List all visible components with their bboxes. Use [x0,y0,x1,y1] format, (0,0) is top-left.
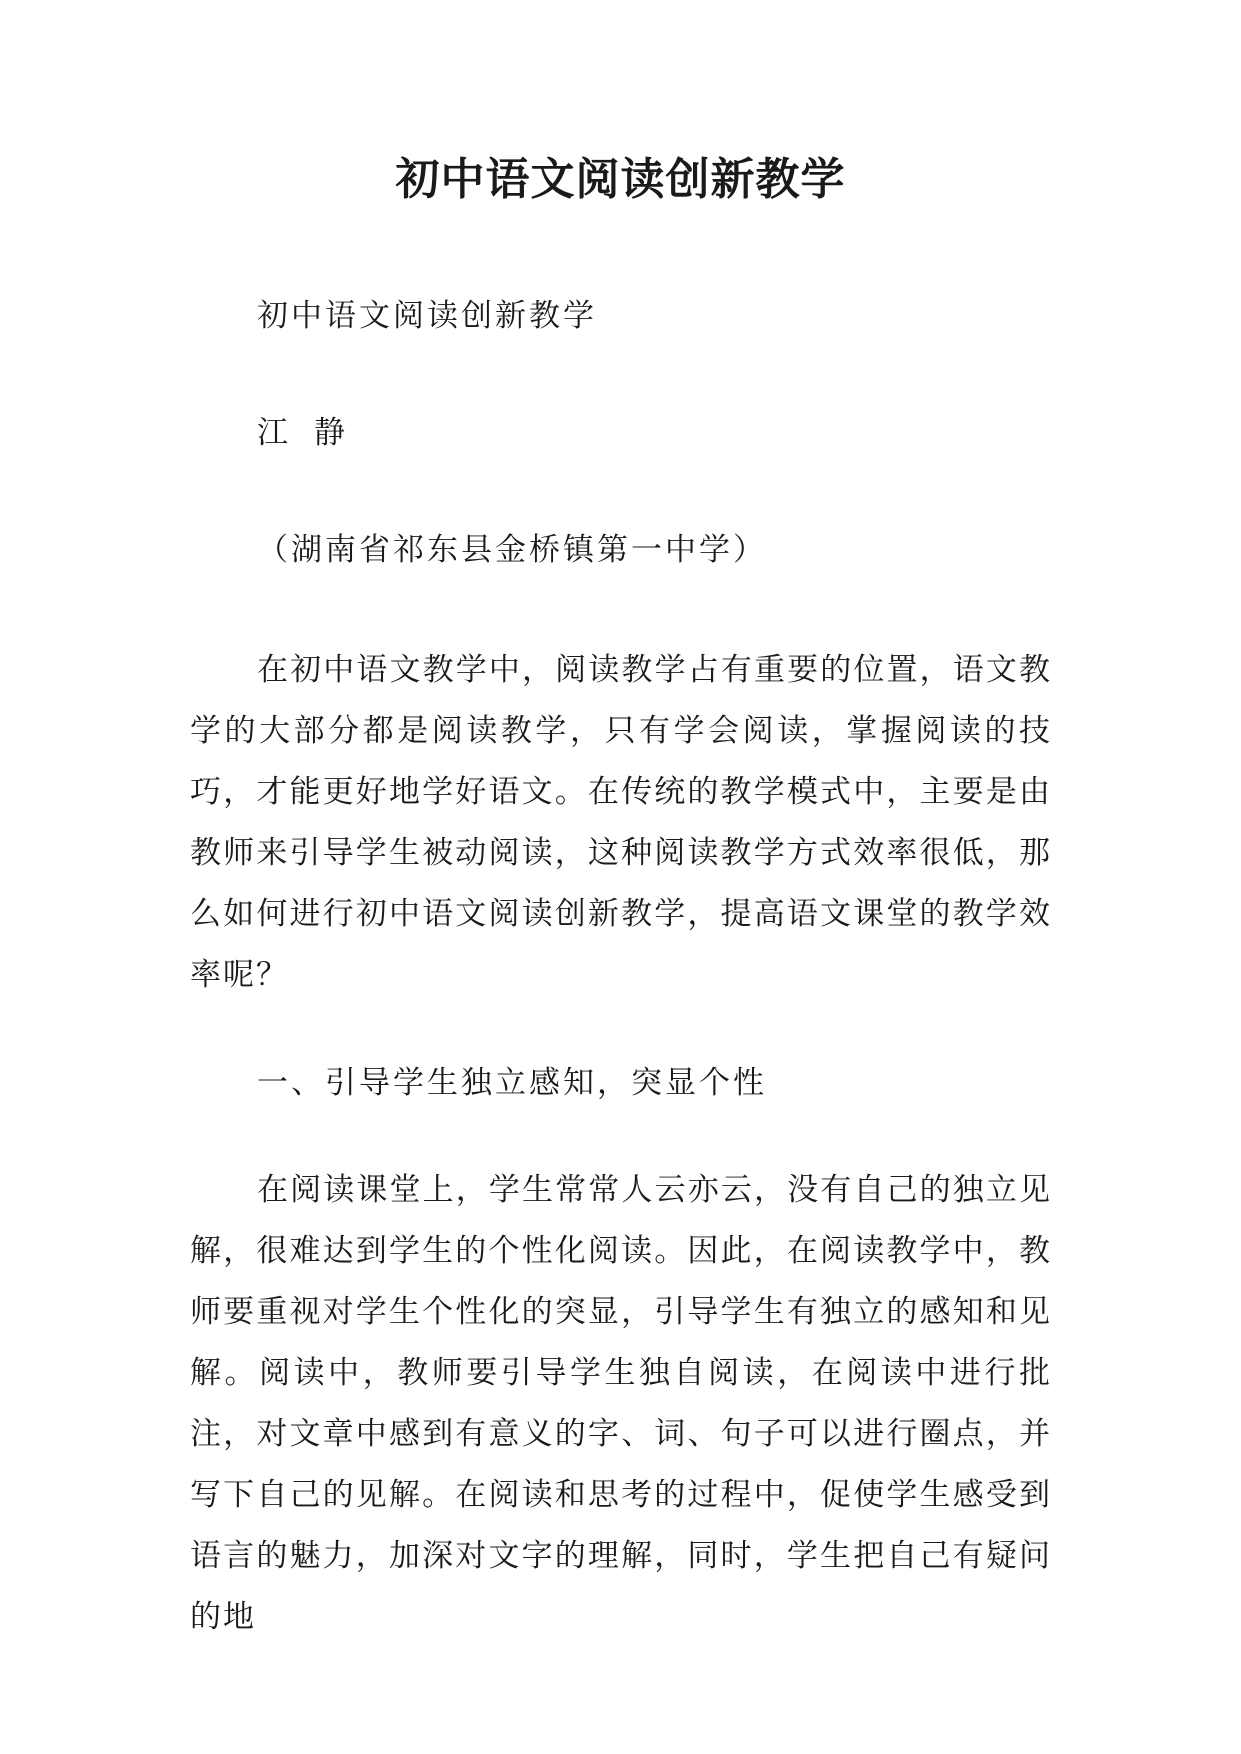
author-affiliation: （湖南省祁东县金桥镇第一中学） [257,532,767,568]
section-heading-1: 一、引导学生独立感知，突显个性 [257,1065,767,1101]
body-paragraph-section-1: 在阅读课堂上，学生常常人云亦云，没有自己的独立见解，很难达到学生的个性化阅读。因此，在阅读教学中，教师要重视对学生个性化的突显，引导学生有独立的感知和见解。阅读中，教师要引导学生独自阅读，在阅读中进行批注，对文章中感到有意义的字、词、句子可以进行圈点，并写下自己的见解。在阅读和思考的过程中，促使学生感受到语言的魅力，加深对文字的理解，同时，学生把自己有疑问的地 [190,1172,1052,1635]
article-subtitle: 初中语文阅读创新教学 [257,298,597,334]
body-paragraph-intro: 在初中语文教学中，阅读教学占有重要的位置，语文教学的大部分都是阅读教学，只有学会阅读，掌握阅读的技巧，才能更好地学好语文。在传统的教学模式中，主要是由教师来引导学生被动阅读，这种阅读教学方式效率很低，那么如何进行初中语文阅读创新教学，提高语文课堂的教学效率呢？ [190,652,1052,993]
author-given-name: 静 [314,415,345,451]
author-name [257,413,345,453]
author-family-name: 江 [257,415,288,451]
document-title: 初中语文阅读创新教学 [395,154,846,205]
